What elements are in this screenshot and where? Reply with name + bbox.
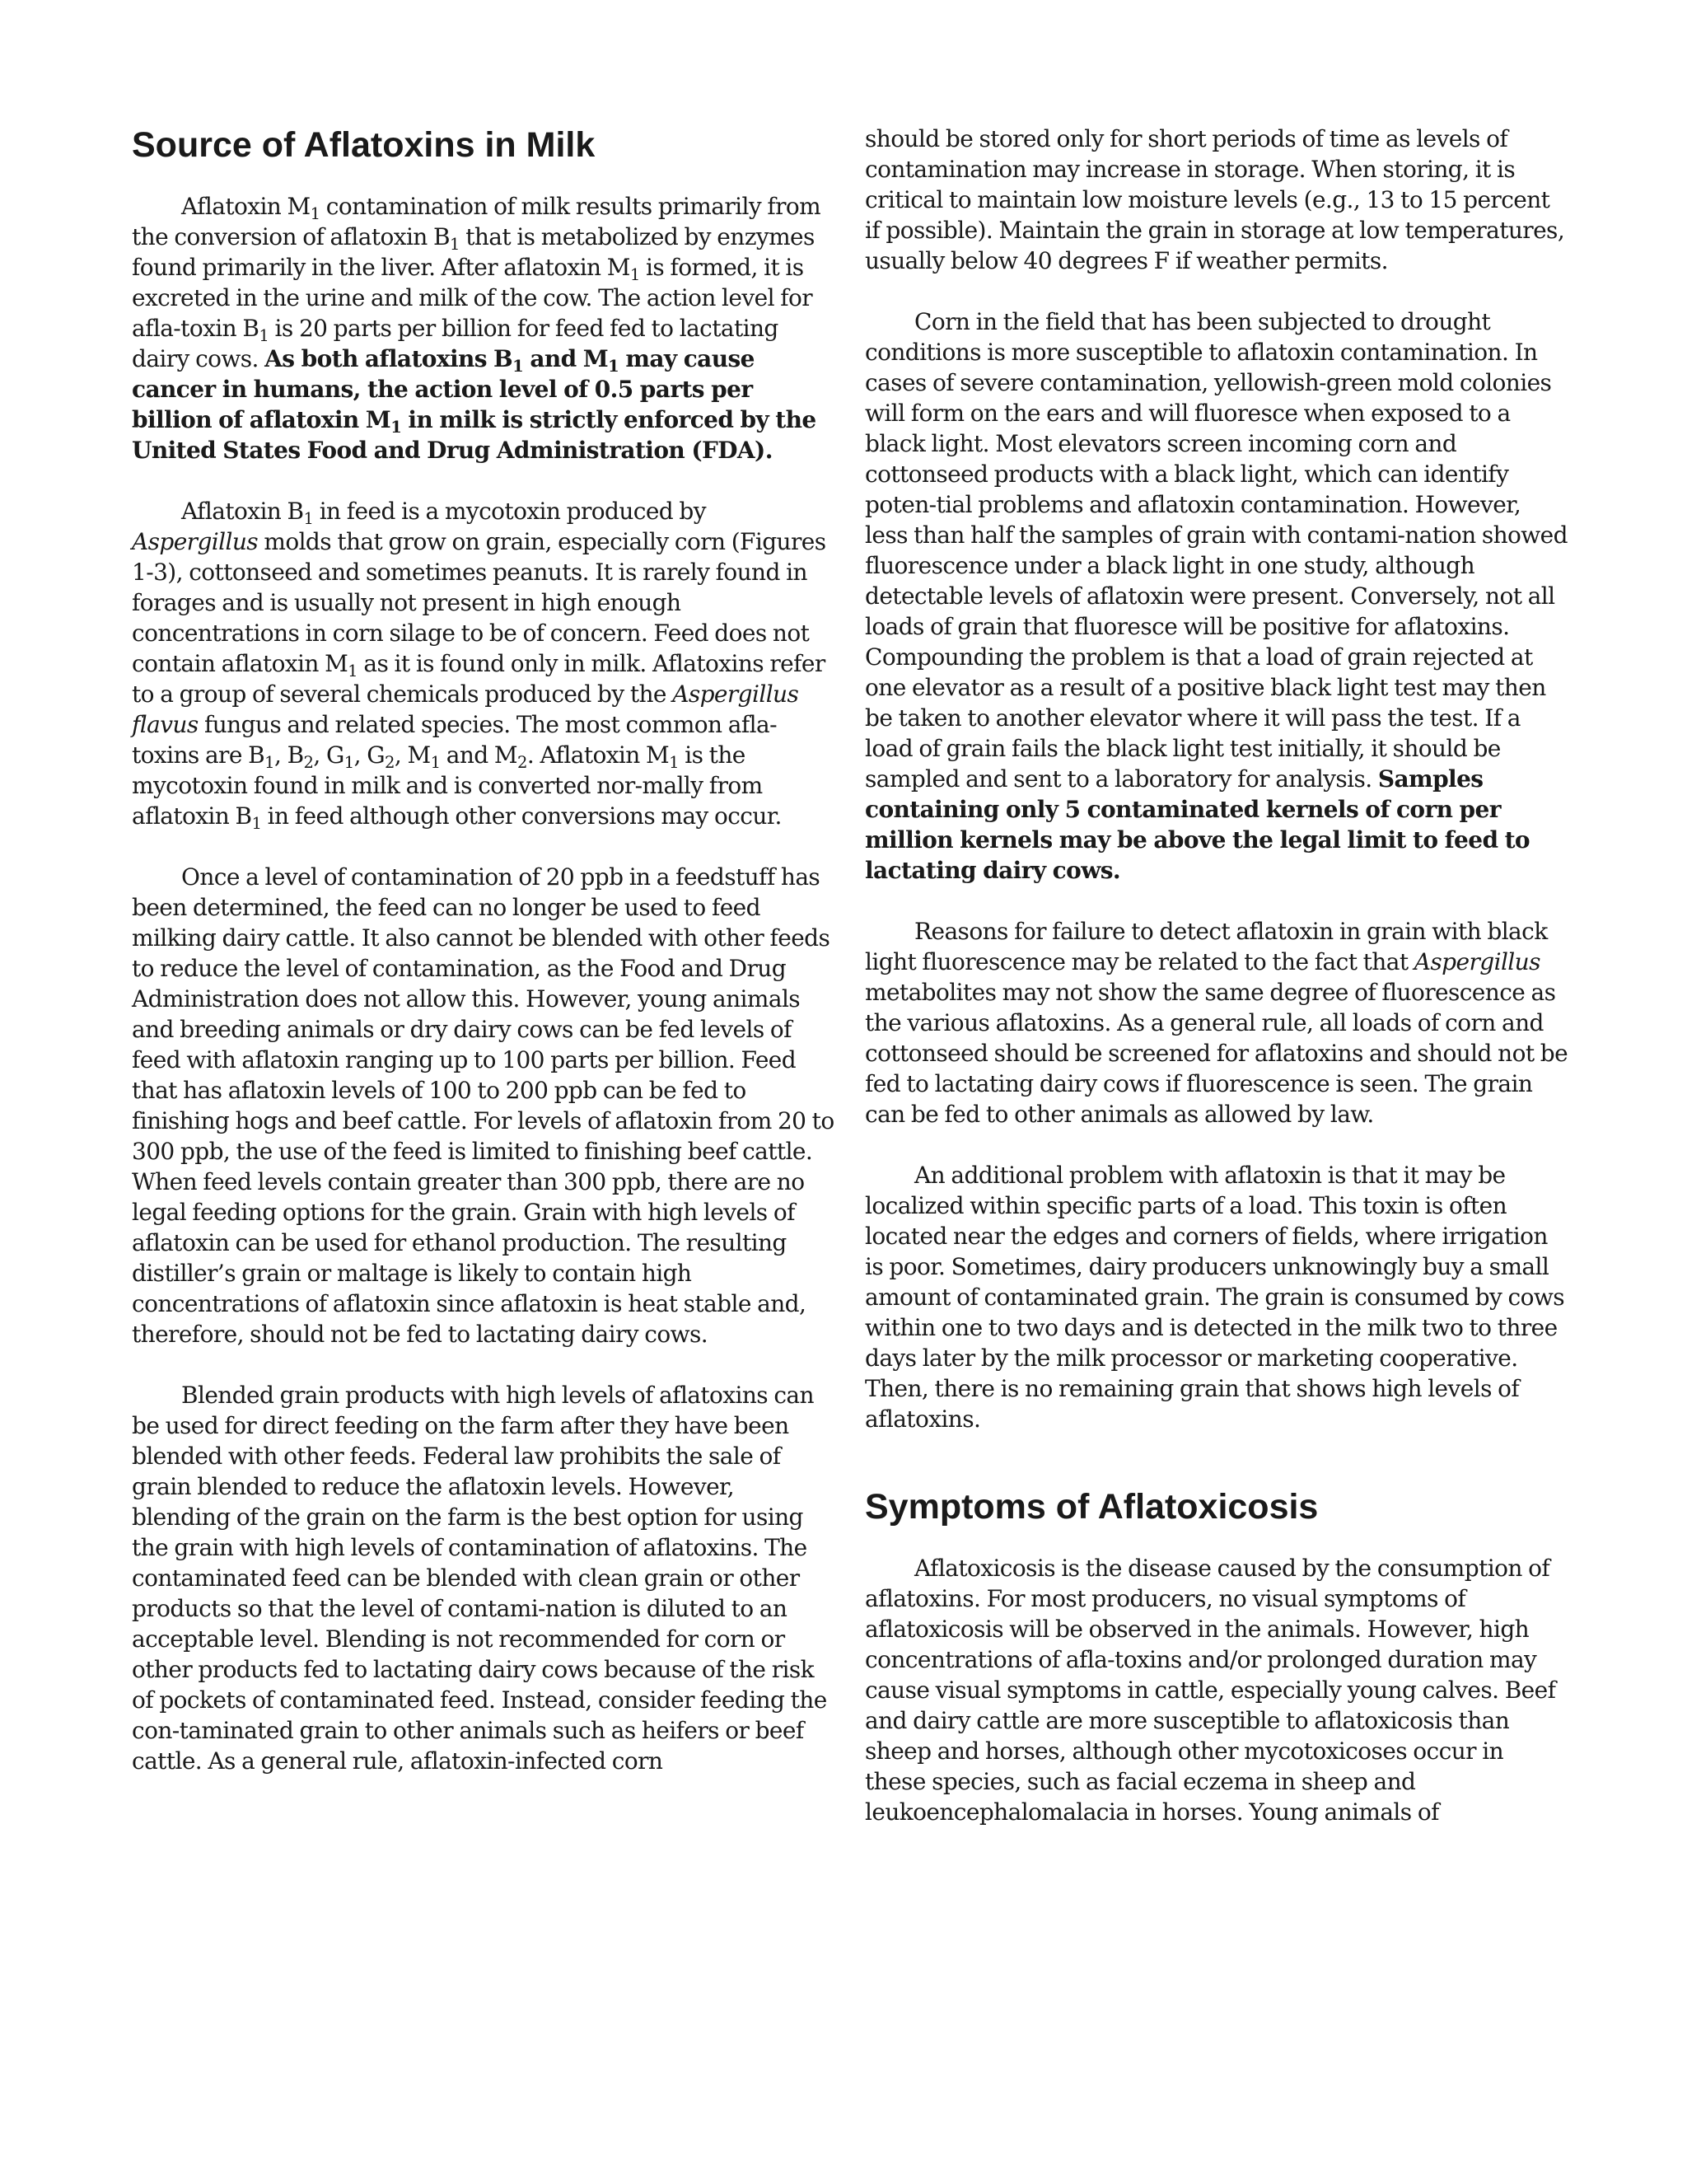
- text-run: should be stored only for short periods of time as levels of contamination may increase in storage. When storing, it is critical to maintain low moisture levels (e.g., 13 to 15 percent if possible). Maintain the grain in storage at low temperatures, usually below 40 degrees F if weather permits.: [865, 125, 1565, 274]
- text-run: Aflatoxicosis is the disease caused by the consumption of aflatoxins. For most producers, no visual symptoms of aflatoxicosis will be observed in the animals. However, high concentrations of afla-toxins and/or prolonged duration may cause visual symptoms in cattle, especially young calves. Beef and dairy cattle are more susceptible to aflatoxicosis than sheep and horses, although other mycotoxicoses occur in these species, such as facial eczema in sheep and leukoencephalomalacia in horses. Young animals of: [865, 1555, 1556, 1826]
- paragraph: [865, 916, 1569, 1129]
- paragraph: [865, 1553, 1569, 1827]
- text-run: may cause cancer in humans, the action level of 0.5 parts per billion of aflatoxin M: [132, 345, 755, 433]
- text-run: 1: [430, 752, 441, 772]
- text-run: , B: [273, 741, 304, 769]
- text-run: in feed is a mycotoxin produced by: [313, 498, 706, 525]
- text-run: 1: [390, 417, 402, 437]
- text-run: Samples containing only 5 contaminated kernels of corn per million kernels may be above the legal limit to feed to lactating dairy cows.: [865, 765, 1530, 884]
- text-run: . Aflatoxin M: [526, 741, 670, 769]
- text-run: Once a level of contamination of 20 ppb in a feedstuff has been determined, the feed can no longer be used to feed milking dairy cattle. It also cannot be blended with other feeds to reduce the level of contamination, as the Food and Drug Administration does not allow this. However, young animals and breeding animals or dry dairy cows can be fed levels of feed with aflatoxin ranging up to 100 parts per billion. Feed that has aflatoxin levels of 100 to 200 ppb can be fed to finishing hogs and beef cattle. For levels of aflatoxin from 20 to 300 ppb, the use of the feed is limited to finishing beef cattle. When feed levels contain greater than 300 ppb, there are no legal feeding options for the grain. Grain with high levels of aflatoxin can be used for ethanol production. The resulting distiller’s grain or maltage is likely to contain high concentrations of aflatoxin since aflatoxin is heat stable and, therefore, should not be fed to lactating dairy cows.: [132, 863, 834, 1348]
- text-run: 1: [669, 752, 679, 772]
- text-run: Corn in the field that has been subjected to drought conditions is more susceptible to aflatoxin contamination. In cases of severe contamination, yellowish-green mold colonies will form on the ears and will fluoresce when exposed to a black light. Most elevators screen incoming corn and cottonseed products with a black light, which can identify poten-tial problems and aflatoxin contamination. However, less than half the samples of grain with contami-nation showed fluorescence under a black light in one study, although detectable levels of aflatoxin were present. Conversely, not all loads of grain that fluoresce will be positive for aflatoxins. Compounding the problem is that a load of grain rejected at one elevator as a result of a positive black light test may then be taken to another elevator where it will pass the test. If a load of grain fails the black light test initially, it should be sampled and sent to a laboratory for analysis.: [865, 308, 1568, 793]
- text-run: 1: [343, 752, 354, 772]
- text-run: fungus and related species. The most common afla-toxins are B: [132, 711, 777, 769]
- text-run: that is metabolized by enzymes found primarily in the liver. After aflatoxin M: [132, 223, 815, 281]
- text-run: 1: [450, 234, 460, 254]
- paragraph: [865, 1160, 1569, 1434]
- text-run: Aspergillus: [132, 528, 259, 555]
- text-run: 2: [385, 752, 395, 772]
- text-run: 2: [517, 752, 527, 772]
- text-run: and M: [523, 345, 609, 372]
- text-run: is 20 parts per billion for feed fed to lactating dairy cows.: [132, 315, 778, 372]
- right-column: [865, 124, 1569, 1858]
- text-run: metabolites may not show the same degree of fluorescence as the various aflatoxins. As a general rule, all loads of corn and cottonseed should be screened for aflatoxins and should not be fed to lactating dairy cows if fluorescence is seen. The grain can be fed to other animals as allowed by law.: [865, 979, 1568, 1128]
- text-run: An additional problem with aflatoxin is that it may be localized within specific parts of a load. This toxin is often located near the edges and corners of fields, where irrigation is poor. Sometimes, dairy producers unknowingly buy a small amount of contaminated grain. The grain is consumed by cows within one to two days and is detected in the milk two to three days later by the milk processor or marketing cooperative. Then, there is no remaining grain that shows high levels of aflatoxins.: [865, 1162, 1564, 1433]
- paragraph: [132, 191, 836, 465]
- text-run: Aspergillus flavus: [132, 680, 799, 738]
- text-run: 1: [629, 264, 640, 284]
- text-run: and M: [440, 741, 517, 769]
- text-run: in feed although other conversions may occur.: [261, 802, 782, 830]
- text-run: As both aflatoxins B: [264, 345, 513, 372]
- section-heading-symptoms: Symptoms of Aflatoxicosis: [865, 1487, 1319, 1527]
- text-run: in milk is strictly enforced by the United States Food and Drug Administration (FDA).: [132, 406, 816, 464]
- text-run: Blended grain products with high levels of aflatoxins can be used for direct feeding on the farm after they have been blended with other feeds. Federal law prohibits the sale of grain blended to reduce the aflatoxin levels. However, blending of the grain on the farm is the best option for using the grain with high levels of contamination of aflatoxins. The contaminated feed can be blended with clean grain or other products so that the level of contami-nation is diluted to an acceptable level. Blending is not recommended for corn or other products fed to lactating dairy cows because of the risk of pockets of contaminated feed. Instead, consider feeding the con-taminated grain to other animals such as heifers or beef cattle. As a general rule, aflatoxin-infected corn: [132, 1382, 827, 1775]
- text-run: 1: [251, 813, 262, 833]
- paragraph: [865, 306, 1569, 886]
- text-run: is formed, it is excreted in the urine and milk of the cow. The action level for afla-toxin B: [132, 254, 813, 342]
- text-run: molds that grow on grain, especially corn (Figures 1-3), cottonseed and sometimes peanuts. It is rarely found in forages and is usually not present in high enough concentrations in corn silage to be of concern. Feed does not contain aflatoxin M: [132, 528, 826, 677]
- text-run: 1: [259, 325, 269, 345]
- text-run: contamination of milk results primarily from the conversion of aflatoxin B: [132, 193, 821, 250]
- text-run: Reasons for failure to detect aflatoxin in grain with black light fluorescence may be related to the fact that: [865, 918, 1548, 975]
- text-run: 1: [348, 661, 358, 680]
- text-run: 1: [303, 508, 314, 528]
- section-heading-source: Source of Aflatoxins in Milk: [132, 125, 596, 165]
- text-run: as it is found only in milk. Aflatoxins refer to a group of several chemicals produced by the: [132, 650, 825, 708]
- text-run: 2: [303, 752, 314, 772]
- text-run: Aspergillus: [1414, 948, 1540, 975]
- paragraph: [132, 862, 836, 1349]
- text-run: 1: [264, 752, 274, 772]
- text-run: , G: [353, 741, 386, 769]
- text-run: , G: [313, 741, 344, 769]
- text-run: 1: [512, 356, 524, 376]
- text-run: Aflatoxin B: [181, 498, 304, 525]
- text-run: Aflatoxin M: [181, 193, 311, 220]
- paragraph: [132, 1380, 836, 1776]
- paragraph-continuation: [865, 124, 1569, 276]
- text-run: 1: [310, 203, 320, 223]
- text-run: 1: [608, 356, 619, 376]
- paragraph: [132, 496, 836, 831]
- left-column: [132, 124, 836, 1807]
- text-run: is the mycotoxin found in milk and is converted nor-mally from aflatoxin B: [132, 741, 763, 830]
- text-run: , M: [394, 741, 431, 769]
